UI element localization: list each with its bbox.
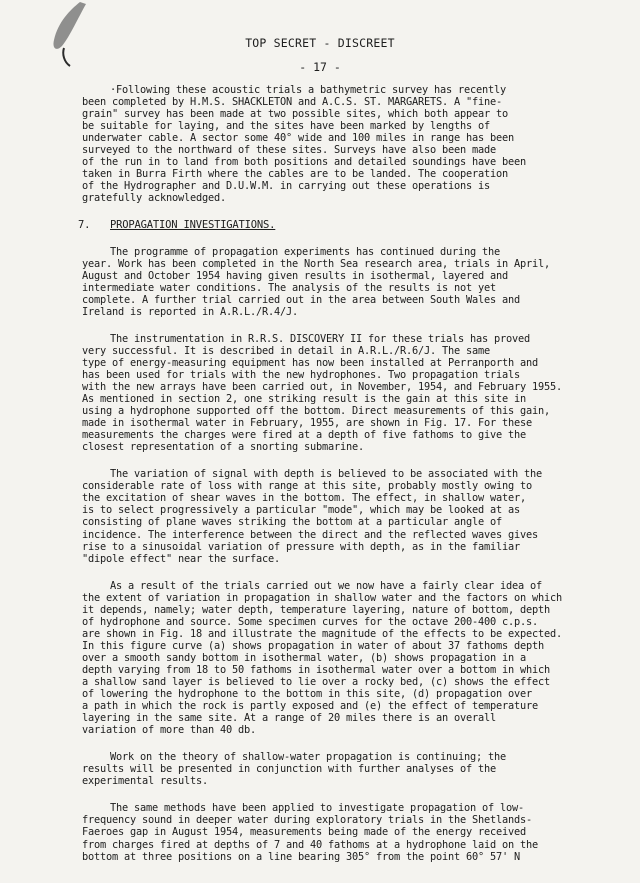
text-line: August and October 1954 having given results in isothermal, layered and [82, 269, 508, 282]
text-line: a path in which the rock is partly exposed and (e) the effect of temperature [82, 700, 538, 713]
text-line: ·Following these acoustic trials a bathymetric survey has recently [110, 84, 506, 96]
paragraph [82, 333, 572, 453]
text-line: variation of more than 40 db. [82, 724, 256, 737]
paragraph [82, 468, 572, 564]
text-line: are shown in Fig. 18 and illustrate the magnitude of the effects to be expected. [82, 627, 562, 640]
text-line: over a smooth sandy bottom in isothermal water, (b) shows propagation in a [82, 651, 526, 664]
text-line: The programme of propagation experiments has continued during the [110, 245, 500, 258]
text-line: the excitation of shear waves in the bottom. The effect, in shallow water, [82, 492, 526, 505]
text-line: underwater cable. A sector some 40° wide and 100 miles in range has been [82, 132, 514, 145]
text-line: from charges fired at depths of 7 and 40 fathoms at a hydrophone laid on the [82, 838, 538, 851]
text-line: of the Hydrographer and D.U.W.M. in carrying out these operations is [82, 180, 490, 193]
section-title: PROPAGATION INVESTIGATIONS. [110, 219, 276, 232]
text-line: The variation of signal with depth is believed to be associated with the [110, 468, 542, 481]
text-line: depth varying from 18 to 50 fathoms in isothermal water over a bottom in which [82, 663, 550, 676]
text-line: has been used for trials with the new hydrophones. Two propagation trials [82, 368, 520, 381]
text-line: using a hydrophone supported off the bottom. Direct measurements of this gain, [82, 405, 550, 418]
text-line: The same methods have been applied to investigate propagation of low- [110, 802, 524, 815]
text-line: very successful. It is described in detail in A.R.L./R.6/J. The same [82, 344, 490, 357]
text-line: the extent of variation in propagation in shallow water and the factors on which [82, 591, 562, 604]
text-line: intermediate water conditions. The analysis of the results is not yet [82, 281, 496, 294]
paragraph [82, 580, 572, 737]
text-line: it depends, namely; water depth, temperature layering, nature of bottom, depth [82, 603, 550, 616]
text-line: taken in Burra Firth where the cables are to be landed. The cooperation [82, 168, 508, 181]
text-line: complete. A further trial carried out in the area between South Wales and [82, 293, 520, 306]
text-line: Ireland is reported in A.R.L./R.4/J. [82, 305, 298, 318]
text-line: consisting of plane waves striking the bottom at a particular angle of [82, 516, 502, 529]
text-line: layering in the same site. At a range of 20 miles there is an overall [82, 712, 496, 725]
section-heading [78, 219, 572, 231]
section-paragraphs [82, 246, 572, 863]
text-line: incidence. The interference between the direct and the reflected waves gives [82, 528, 538, 541]
intro-paragraphs [82, 84, 572, 204]
text-line: a shallow sand layer is believed to lie over a rocky bed, (c) shows the effect [82, 676, 550, 689]
paragraph [82, 246, 572, 318]
text-line: year. Work has been completed in the North Sea research area, trials in April, [82, 257, 550, 270]
text-line: frequency sound in deeper water during exploratory trials in the Shetlands- [82, 814, 532, 827]
text-line: gratefully acknowledged. [82, 192, 226, 205]
text-line: As mentioned in section 2, one striking result is the gain at this site in [82, 393, 526, 406]
text-line: closest representation of a snorting submarine. [82, 441, 364, 454]
text-line: measurements the charges were fired at a depth of five fathoms to give the [82, 429, 526, 442]
text-line: bottom at three positions on a line bearing 305° from the point 60° 57' N [82, 850, 520, 863]
section-number: 7. [78, 219, 91, 232]
text-line: In this figure curve (a) shows propagation in water of about 37 fathoms depth [82, 639, 544, 652]
text-line: rise to a sinusoidal variation of pressure with depth, as in the familiar [82, 540, 520, 553]
paragraph [82, 84, 572, 204]
text-line: of the run in to land from both positions and detailed soundings have been [82, 156, 526, 169]
classification-header: TOP SECRET - DISCREET [245, 36, 395, 50]
page-number: - 17 - [299, 60, 341, 74]
paragraph [82, 802, 572, 862]
text-line: As a result of the trials carried out we now have a fairly clear idea of [110, 579, 542, 592]
document-body [78, 84, 572, 878]
paragraph [82, 751, 572, 787]
text-line: grain" survey has been made at two possible sites, which both appear to [82, 108, 508, 121]
text-line: Faeroes gap in August 1954, measurements being made of the energy received [82, 826, 526, 839]
text-line: be suitable for laying, and the sites have been marked by lengths of [82, 120, 490, 133]
text-line: of hydrophone and source. Some specimen curves for the octave 200-400 c.p.s. [82, 615, 538, 628]
text-line: considerable rate of loss with range at this site, probably mostly owing to [82, 480, 532, 493]
text-line: surveyed to the northward of these sites. Surveys have also been made [82, 144, 496, 157]
text-line: experimental results. [82, 775, 208, 788]
text-line: The instrumentation in R.R.S. DISCOVERY II for these trials has proved [110, 332, 530, 345]
text-line: been completed by H.M.S. SHACKLETON and A.C.S. ST. MARGARETS. A "fine- [82, 96, 502, 109]
text-line: of lowering the hydrophone to the bottom in this site, (d) propagation over [82, 688, 532, 701]
text-line: is to select progressively a particular "mode", which may be looked at as [82, 504, 520, 517]
text-line: results will be presented in conjunction with further analyses of the [82, 763, 496, 776]
text-line: made in isothermal water in February, 1955, are shown in Fig. 17. For these [82, 417, 532, 430]
text-line: Work on the theory of shallow-water propagation is continuing; the [110, 751, 506, 764]
text-line: type of energy-measuring equipment has now been installed at Perranporth and [82, 356, 538, 369]
text-line: "dipole effect" near the surface. [82, 552, 280, 565]
text-line: with the new arrays have been carried out, in November, 1954, and February 1955. [82, 380, 562, 393]
